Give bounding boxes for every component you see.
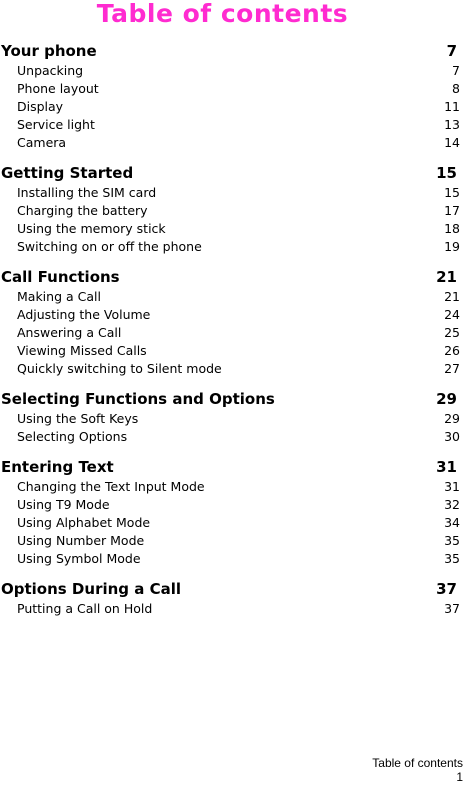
entry-page-number: 24 [444, 307, 460, 322]
toc-section-heading[interactable] [0, 40, 465, 62]
toc-entry[interactable] [0, 238, 465, 256]
toc-entry[interactable] [0, 62, 465, 80]
toc-section [0, 40, 465, 152]
section-title: Your phone [1, 42, 97, 60]
entry-page-number: 32 [444, 497, 460, 512]
toc-entry[interactable] [0, 134, 465, 152]
entry-page-number: 30 [444, 429, 460, 444]
entry-page-number: 29 [444, 411, 460, 426]
section-page-number: 29 [436, 390, 457, 408]
toc-entry[interactable] [0, 306, 465, 324]
entry-title: Camera [17, 135, 67, 150]
toc-entry[interactable] [0, 98, 465, 116]
entry-page-number: 37 [444, 601, 460, 616]
entry-title: Service light [17, 117, 95, 132]
entry-page-number: 14 [444, 135, 460, 150]
toc-entry[interactable] [0, 496, 465, 514]
toc-entry[interactable] [0, 514, 465, 532]
section-page-number: 7 [446, 42, 457, 60]
section-page-number: 37 [436, 580, 457, 598]
section-page-number: 31 [436, 458, 457, 476]
toc-entry[interactable] [0, 116, 465, 134]
toc-section-heading[interactable] [0, 266, 465, 288]
toc-entry[interactable] [0, 360, 465, 378]
footer-page-number: 1 [456, 770, 463, 784]
entry-title: Using Alphabet Mode [17, 515, 151, 530]
entry-title: Answering a Call [17, 325, 122, 340]
entry-page-number: 21 [444, 289, 460, 304]
toc-entry[interactable] [0, 428, 465, 446]
entry-title: Using Symbol Mode [17, 551, 141, 566]
entry-page-number: 18 [444, 221, 460, 236]
toc-entry[interactable] [0, 550, 465, 568]
section-title: Getting Started [1, 164, 134, 182]
toc-entry[interactable] [0, 184, 465, 202]
entry-page-number: 26 [444, 343, 460, 358]
toc-section [0, 162, 465, 256]
toc-entry[interactable] [0, 80, 465, 98]
toc-section [0, 578, 465, 618]
entry-page-number: 35 [444, 533, 460, 548]
table-of-contents [0, 40, 465, 628]
section-title: Call Functions [1, 268, 120, 286]
entry-page-number: 17 [444, 203, 460, 218]
entry-title: Using the Soft Keys [17, 411, 139, 426]
entry-title: Unpacking [17, 63, 84, 78]
entry-page-number: 15 [444, 185, 460, 200]
entry-page-number: 34 [444, 515, 460, 530]
toc-entry[interactable] [0, 478, 465, 496]
entry-title: Putting a Call on Hold [17, 601, 153, 616]
entry-page-number: 11 [444, 99, 460, 114]
toc-entry[interactable] [0, 220, 465, 238]
section-title: Selecting Functions and Options [1, 390, 275, 408]
toc-section [0, 388, 465, 446]
toc-section-heading[interactable] [0, 456, 465, 478]
entry-page-number: 31 [444, 479, 460, 494]
section-page-number: 21 [436, 268, 457, 286]
entry-title: Phone layout [17, 81, 99, 96]
entry-title: Charging the battery [17, 203, 148, 218]
toc-entry[interactable] [0, 324, 465, 342]
section-page-number: 15 [436, 164, 457, 182]
entry-title: Making a Call [17, 289, 101, 304]
footer-title: Table of contents [372, 756, 463, 770]
entry-title: Using T9 Mode [17, 497, 110, 512]
entry-title: Using the memory stick [17, 221, 166, 236]
toc-section [0, 456, 465, 568]
entry-title: Changing the Text Input Mode [17, 479, 205, 494]
toc-entry[interactable] [0, 600, 465, 618]
entry-page-number: 7 [452, 63, 460, 78]
entry-title: Quickly switching to Silent mode [17, 361, 222, 376]
entry-title: Adjusting the Volume [17, 307, 151, 322]
entry-title: Switching on or off the phone [17, 239, 202, 254]
entry-page-number: 27 [444, 361, 460, 376]
entry-title: Installing the SIM card [17, 185, 157, 200]
section-title: Entering Text [1, 458, 114, 476]
toc-section-heading[interactable] [0, 388, 465, 410]
toc-section-heading[interactable] [0, 578, 465, 600]
entry-page-number: 35 [444, 551, 460, 566]
entry-page-number: 13 [444, 117, 460, 132]
entry-title: Display [17, 99, 64, 114]
toc-section-heading[interactable] [0, 162, 465, 184]
toc-section [0, 266, 465, 378]
toc-entry[interactable] [0, 202, 465, 220]
entry-page-number: 19 [444, 239, 460, 254]
page-title: Table of contents [96, 0, 349, 28]
toc-entry[interactable] [0, 532, 465, 550]
entry-page-number: 25 [444, 325, 460, 340]
entry-title: Viewing Missed Calls [17, 343, 147, 358]
toc-entry[interactable] [0, 288, 465, 306]
toc-entry[interactable] [0, 410, 465, 428]
entry-title: Using Number Mode [17, 533, 145, 548]
entry-title: Selecting Options [17, 429, 128, 444]
toc-entry[interactable] [0, 342, 465, 360]
entry-page-number: 8 [452, 81, 460, 96]
section-title: Options During a Call [1, 580, 181, 598]
page-footer [372, 756, 463, 784]
